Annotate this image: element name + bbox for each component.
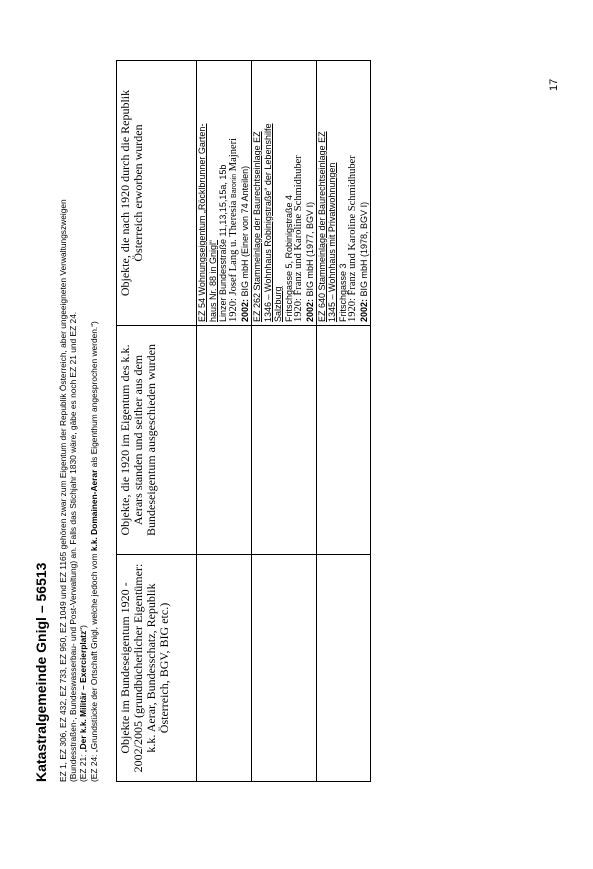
ez24-suffix: als Eigenthum angesprochen werden.“) [88,321,99,470]
entry-title: Salzburg [273,286,284,322]
entry-owner-1920: 1920: Franz und Karoline Schmidhuber [347,155,359,322]
owner-2002-text: BIG mbH (Einer von 74 Anteilen) [240,165,251,299]
entry-ez640 [316,61,370,326]
entry-title: EZ 262 Stammeinlage der Baurechtseinlage EZ [251,131,262,322]
entry-title: EZ 54 Wohnungseigentum „Röcklbrunner Garten- [197,123,207,322]
owner-2002-text: BIG mbH (1977, BGV I) [304,201,315,299]
table-cell [197,326,252,555]
table-row [316,61,370,782]
owner-2002-year: 2002: [304,298,315,322]
entry-owner-2002 [240,64,251,322]
owner-title-small: Baronin [230,173,238,198]
owner-2002-year: 2002: [358,298,369,322]
ez21-note [78,82,88,782]
owner-2002-text: BIG mbH (1978, BGV I) [358,201,369,299]
owner-2002-year: 2002: [240,298,251,322]
page-number: 17 [548,78,560,91]
ez21-prefix: (EZ 21: „ [78,749,89,782]
owner-prefix: 1920: Josef Lang u. Theresia [227,200,239,322]
entry-address: Fritschgasse 5, Robinigstraße 4 [283,194,294,322]
table-cell [197,555,252,782]
entry-owner-2002 [305,64,316,322]
table-cell [316,555,370,782]
entry-title: EZ 640 Stammeinlage der Baurechtseinlage EZ [316,131,327,322]
entry-title: 1345 – Wohnhaus mit Privatwohnungen [327,162,338,322]
ez21-bold: Der k.k. Militär – Exercierplatz [78,630,89,750]
owner-suffix: Majneri [227,137,239,174]
table-row [251,61,316,782]
column-header-removed-property: Objekte, die 1920 im Eigentum des k.k. Aerars standen und seither aus dem Bundeseigentum ausgeschieden wurden [117,326,197,555]
entry-address: Linzer Bundesstraße 11,13,15,15a, 15b [218,164,229,322]
entry-owner-2002 [359,64,370,322]
intro-line: (Bundesstraßen-, Bundeswasserbau- und Post-Verwaltung) an. Falls das Stichjahr 1830 wäre, gäbe es noch EZ 21 und EZ 24. [68,311,79,782]
property-table [116,60,371,782]
table-header-row [117,61,197,782]
entry-owner-1920 [229,64,241,322]
table-row [197,61,252,782]
entry-ez262 [251,61,316,326]
table-cell [251,326,316,555]
entry-title: 1346 – Wohnhaus Robinigstraße“ der Lebenshilfe [262,123,273,322]
entry-ez54 [197,61,252,326]
entry-title: haus Nr. 88 in Gnigl“ [207,239,218,322]
entry-address: Fritschgasse 3 [337,263,348,322]
page-title: Katastralgemeinde Gnigl – 56513 [33,562,49,782]
table-cell [251,555,316,782]
intro-text [58,82,99,782]
ez24-bold: k.k. Domainen-Aerar [88,469,99,552]
entry-owner-1920: 1920: Franz und Karoline Schmidhuber [293,155,305,322]
ez24-note [89,82,99,782]
column-header-federal-property: Objekte im Bundeseigentum 1920 - 2002/2005 (grundbücherlicher Eigentümer: k.k. Aerar, Bundesschatz, Republik Österreich, BGV, BIG etc.) [117,555,197,782]
ez24-prefix: (EZ 24: „Grundstücke der Ortschaft Gnigl, welche jedoch vom [88,551,99,782]
intro-line: EZ 1, EZ 306, EZ 432, EZ 733, EZ 950, EZ 1049 und EZ 1165 gehören zwar zum Eigentum der Republik Österreich, aber ungeeigneten Verwaltungszweigen [58,199,68,782]
table-cell [316,326,370,555]
ez21-suffix: “) [78,625,89,631]
column-header-acquired-property: Objekte, die nach 1920 durch die Republik Österreich erworben wurden [117,61,197,326]
